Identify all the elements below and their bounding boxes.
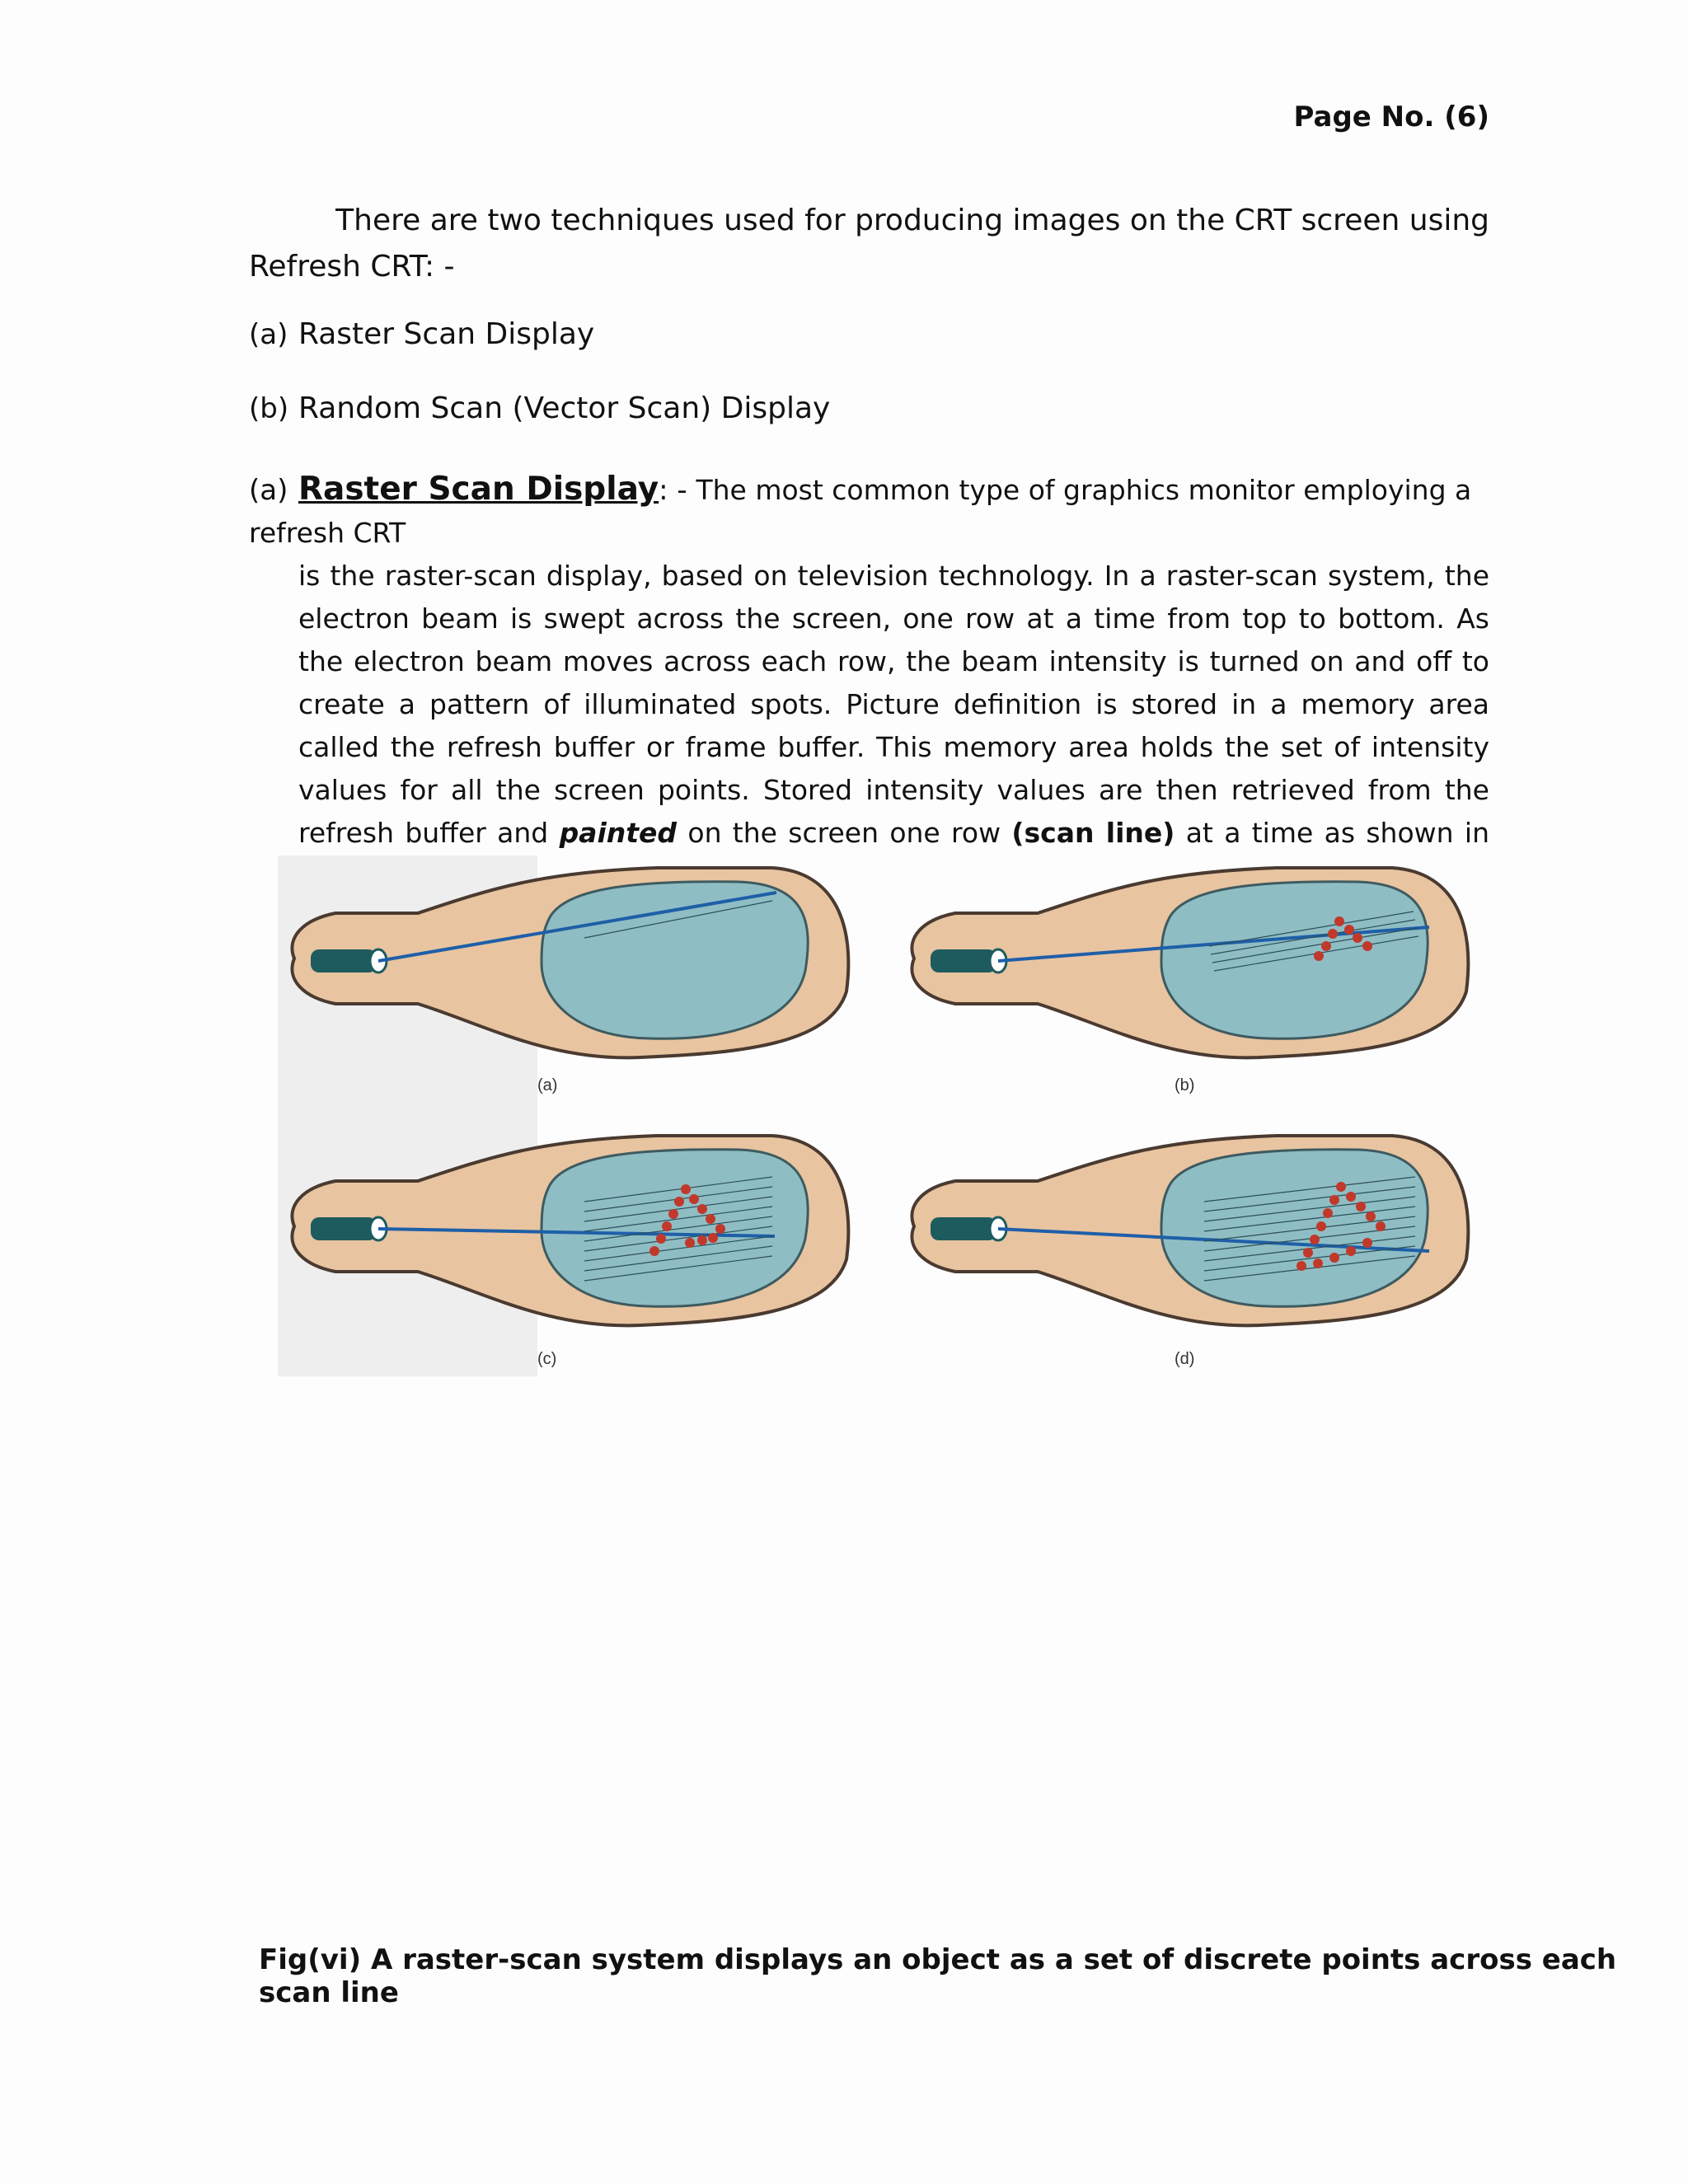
section-title: Raster Scan Display [298,471,659,508]
section-body [298,555,1489,898]
figure-caption: Fig(vi) A raster-scan system displays an object as a set of discrete points across each scan line [259,1943,1617,2009]
body-text: is the raster-scan display, based on television technology. In a raster-scan system, the electron beam is swept across the screen, one row at a time from top to bottom. As the electron beam moves across each row, the beam intensity is turned on and off to create a pattern of illuminated spots. Picture definition is stored in a memory area called the refresh buffer or frame buffer. This memory area holds the set of intensity values for all the screen points. Stored intensity values are then retrieved from the refresh buffer and [298,560,1489,849]
panel-b [912,868,1468,1057]
intro-line-2: Refresh CRT: - [249,250,455,284]
intro-paragraph [249,198,1489,290]
panel-label-c: (c) [537,1350,557,1368]
body-text: on the screen one row [677,817,1012,849]
panel-label-b: (b) [1175,1076,1195,1094]
emphasis-painted: painted [559,817,678,849]
technique-item-a [249,317,594,351]
panel-d [912,1136,1468,1325]
page-number: Page No. (6) [1293,101,1489,134]
technique-tag: (a) [249,318,288,351]
intro-line-1: There are two techniques used for producing images on the CRT screen using [335,204,1489,237]
section-first-line: The most common type of graphics monitor employing a refresh CRT [249,474,1472,549]
technique-tag: (b) [249,392,289,425]
technique-label: Random Scan (Vector Scan) Display [298,391,831,425]
body-text: at a time as shown in [1185,817,1489,849]
section-heading [249,468,1489,555]
technique-label: Raster Scan Display [298,317,595,351]
figure-illustration [278,855,1688,1376]
section-tag: (a) [249,474,288,507]
raster-scan-figure [278,855,1688,1376]
panel-label-d: (d) [1175,1350,1195,1368]
raster-scan-section [249,468,1489,898]
bold-scan-line: (scan line) [1011,817,1175,849]
panel-label-a: (a) [537,1076,558,1094]
technique-item-b [249,391,830,425]
section-separator: : - [659,474,696,507]
